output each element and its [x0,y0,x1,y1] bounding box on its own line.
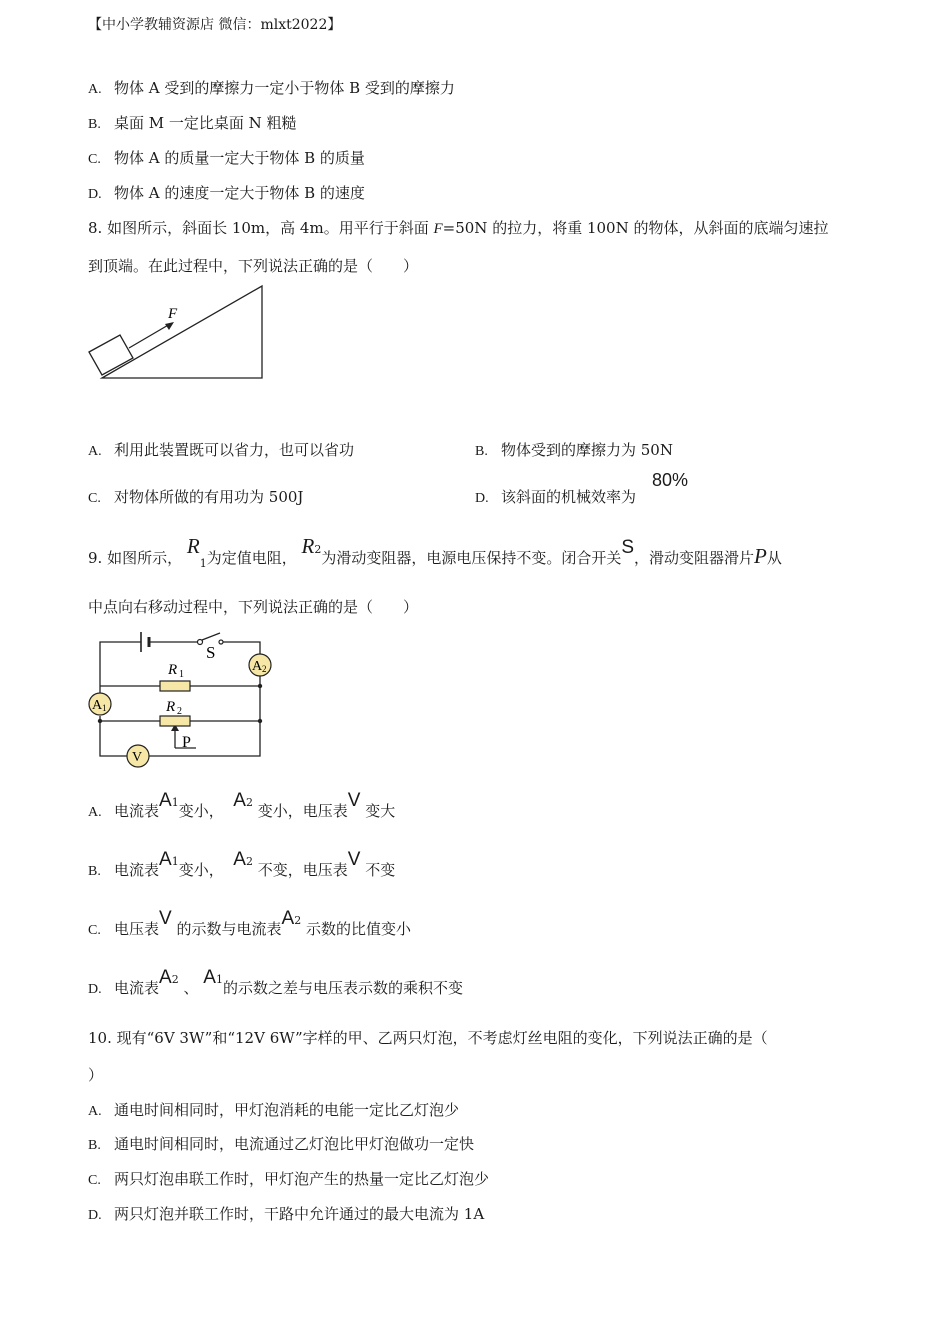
q9-option-d[interactable]: D. 电流表$A^2$ 、 $A^1$的示数之差与电压表示数的乘积不变 [88,967,463,997]
q10-option-b[interactable]: B. 通电时间相同时，电流通过乙灯泡比甲灯泡做功一定快 [88,1135,475,1153]
a1-label-sub: 1 [102,703,107,713]
q8-option-b[interactable]: B. 物体受到的摩擦力为 50N [475,441,673,459]
q8-stem-line2: 到顶端。在此过程中，下列说法正确的是（ ） [88,257,419,275]
q7-option-b[interactable] [88,112,297,133]
option-letter: C. [88,152,101,167]
r2-symbol: R [301,534,315,558]
q9-stem-line1: 9. 如图所示， $R_1$为定值电阻， $R^2$为滑动变阻器，电源电压保持不变。闭合开关S，滑动变阻器滑片P从 [88,534,782,570]
incline-figure [84,282,274,386]
r1-symbol: R [186,534,200,558]
r2-label-sub: 2 [177,706,182,717]
option-letter: D. [88,187,102,202]
q10-stem-line1: 10. 现有“6V 3W”和“12V 6W”字样的甲、乙两只灯泡，不考虑灯丝电阻的变化，下列说法正确的是（ [88,1029,768,1047]
a2-label: A [252,659,263,674]
option-text: 桌面 M 一定比桌面 N 粗糙 [114,114,297,132]
q9-option-b[interactable]: B. 电流表$A^1$变小， $A^2$ 不变，电压表V 不变 [88,849,396,879]
q10-stem-line2: ） [88,1066,104,1084]
switch-contact-left [198,640,203,645]
option-text: 物体 A 的质量一定大于物体 B 的质量 [114,149,365,167]
v-label: V [132,750,143,765]
q8-option-d[interactable]: D. 该斜面的机械效率为 [475,488,637,506]
wire-top-right [222,642,260,654]
switch-symbol: S [621,537,635,558]
circuit-diagram [86,624,278,774]
q9-stem-line2: 中点向右移动过程中，下列说法正确的是（ ） [88,598,419,616]
q8-option-c[interactable]: C. 对物体所做的有用功为 500J [88,488,304,506]
r1-label-sub: 1 [179,669,184,680]
incline-triangle [102,286,262,378]
switch-blade [202,633,220,640]
a1-label: A [92,698,103,713]
slider-label: P [182,734,191,751]
q8-stem-line1: 8. 如图所示，斜面长 10m，高 4m。用平行于斜面 F=50N 的拉力，将重 100N 的物体，从斜面的底端匀速拉 [88,219,829,237]
option-text: 物体 A 的速度一定大于物体 B 的速度 [114,184,365,202]
force-label: F [168,306,178,322]
block [89,335,133,375]
q8-option-a[interactable]: A. 利用此装置既可以省力，也可以省功 [88,441,355,459]
switch-label: S [206,643,216,662]
q7-option-c[interactable] [88,147,365,168]
p-symbol: P [754,544,767,568]
resistor-r1 [160,681,190,691]
option-letter: A. [88,82,102,97]
q9-option-a[interactable]: A. 电流表$A^1$变小， $A^2$ 变小，电压表V 变大 [88,790,396,820]
q8-efficiency-value: 80% [652,470,689,490]
q10-option-c[interactable]: C. 两只灯泡串联工作时，甲灯泡产生的热量一定比乙灯泡少 [88,1170,490,1188]
resistor-r2 [160,716,190,726]
r1-label: R [168,662,178,678]
q7-option-d[interactable] [88,182,365,203]
force-arrow [129,324,170,348]
q10-option-d[interactable]: D. 两只灯泡并联工作时，干路中允许通过的最大电流为 1A [88,1205,485,1223]
q7-option-a[interactable] [88,77,455,98]
a2-label-sub: 2 [262,664,267,674]
force-arrow-head [165,322,174,330]
option-letter: B. [88,117,101,132]
r2-label: R [166,699,176,715]
page-header: 【中小学教辅资源店 微信：mlxt2022】 [88,17,342,33]
q9-option-c[interactable]: C. 电压表V 的示数与电流表$A^2$ 示数的比值变小 [88,908,411,938]
junction [258,719,262,723]
option-text: 物体 A 受到的摩擦力一定小于物体 B 受到的摩擦力 [114,79,455,97]
junction [98,719,102,723]
switch-contact-right [219,640,223,644]
junction [258,684,262,688]
q10-option-a[interactable]: A. 通电时间相同时，甲灯泡消耗的电能一定比乙灯泡少 [88,1101,460,1119]
